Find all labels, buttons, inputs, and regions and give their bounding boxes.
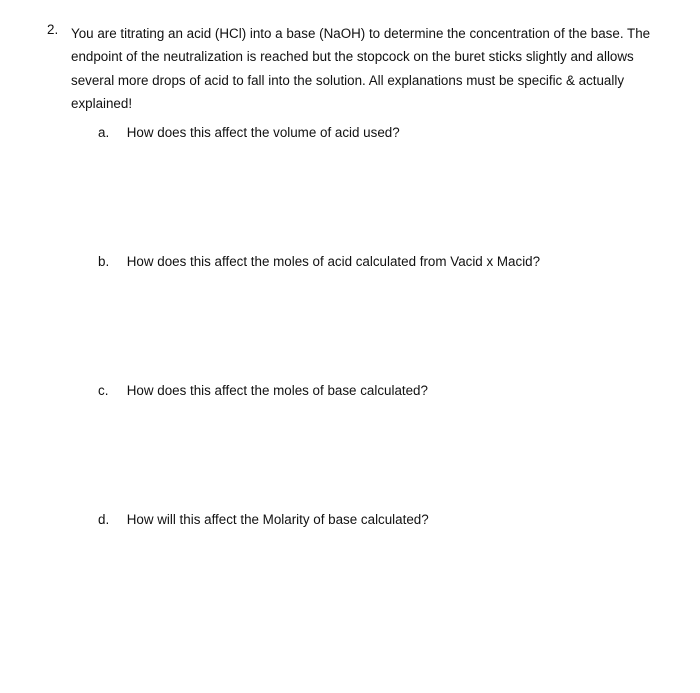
question-prompt: You are titrating an acid (HCl) into a base (NaOH) to determine the concentration of the base. The endpoint of the neutralization is reached but the stopcock on the buret sticks slightly and allows several more drops of acid to fall into the solution. All explanations must be specific & actually explained!: [71, 26, 651, 112]
subquestion-letter: a.: [98, 125, 110, 140]
subquestion-text: How does this affect the moles of acid calculated from Vacid x Macid?: [126, 254, 541, 269]
subquestion-letter: d.: [98, 512, 110, 527]
subquestion-d: [98, 512, 658, 527]
subquestion-b: [98, 254, 658, 269]
subquestion-text: How does this affect the moles of base calculated?: [126, 383, 428, 398]
subquestion-text: How will this affect the Molarity of base calculated?: [126, 512, 429, 527]
subquestion-a: [98, 125, 658, 140]
subquestion-letter: b.: [98, 254, 110, 269]
subquestion-letter: c.: [98, 383, 109, 398]
question-number: 2.: [47, 22, 59, 37]
subquestion-text: How does this affect the volume of acid used?: [126, 125, 400, 140]
subquestion-c: [98, 383, 658, 398]
